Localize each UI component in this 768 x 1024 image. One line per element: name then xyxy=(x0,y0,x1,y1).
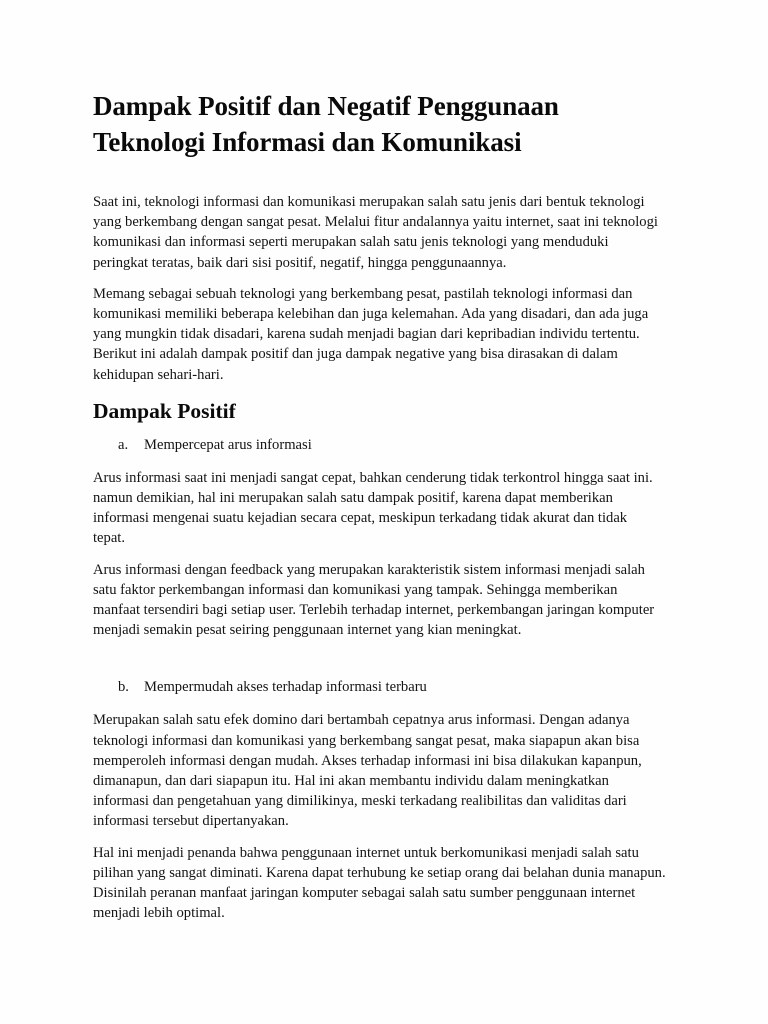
intro-paragraph-1: Saat ini, teknologi informasi dan komunikasi merupakan salah satu jenis dari bentuk teknologi yang berkembang dengan sangat pesat. Melalui fitur andalannya yaitu internet, saat ini teknologi komunikasi dan informasi seperti merupakan salah satu jenis teknologi yang menduduki peringkat teratas, baik dari sisi positif, negatif, hingga penggunaannya. xyxy=(93,194,658,271)
document-content xyxy=(93,88,683,923)
item-b-paragraph-2: Hal ini menjadi penanda bahwa penggunaan internet untuk berkomunikasi menjadi salah satu pilihan yang sangat diminati. Karena dapat terhubung ke setiap orang dai belahan dunia manapun. Disinilah peranan manfaat jaringan komputer sebagai salah satu sumber penggunaan internet menjadi lebih optimal. xyxy=(93,844,666,922)
document-title xyxy=(93,88,683,160)
item-b-paragraph-1: Merupakan salah satu efek domino dari bertambah cepatnya arus informasi. Dengan adanya teknologi informasi dan komunikasi yang berkembang sangat pesat, maka siapapun akan bisa memperoleh informasi dengan mudah. Akses terhadap informasi ini bisa dilakukan kapanpun, dimanapun, dan dari siapapun itu. Hal ini akan membantu individu dalam meningkatkan informasi dan pengetahuan yang dimilikinya, meski terkadang realibilitas dan validitas dari informasi tersebut dipertanyakan. xyxy=(93,712,642,830)
list-item-a-label: Mempercepat arus informasi xyxy=(144,436,312,453)
intro-paragraph-2: Memang sebagai sebuah teknologi yang berkembang pesat, pastilah teknologi informasi dan komunikasi memiliki beberapa kelebihan dan juga kelemahan. Ada yang disadari, dan ada juga yang mungkin tidak disadari, karena sudah menjadi bagian dari kepribadian individu tertentu. Berikut ini adalah dampak positif dan juga dampak negative yang bisa dirasakan di dalam kehidupan sehari-hari. xyxy=(93,285,649,383)
list-item-a xyxy=(93,435,683,455)
item-a-paragraph-2: Arus informasi dengan feedback yang merupakan karakteristik sistem informasi menjadi salah satu faktor perkembangan informasi dan komunikasi yang tampak. Sehingga memberikan manfaat tersendiri bagi setiap user. Terlebih terhadap internet, perkembangan jaringan komputer menjadi semakin pesat seiring penggunaan internet yang kian meningkat. xyxy=(93,561,655,639)
section-heading-dampak-positif: Dampak Positif xyxy=(93,398,236,423)
list-item-b xyxy=(93,677,683,697)
list-marker-b: b. xyxy=(118,679,129,696)
item-a-paragraph-1: Arus informasi saat ini menjadi sangat cepat, bahkan cenderung tidak terkontrol hingga saat ini. namun demikian, hal ini merupakan salah satu dampak positif, karena dapat memberikan informasi mengenai suatu kejadian secara cepat, meskipun terkadang tidak akurat dan tidak tepat. xyxy=(93,469,653,547)
title-line-1: Dampak Positif dan Negatif Penggunaan xyxy=(93,91,559,121)
list-marker-a: a. xyxy=(118,436,129,453)
list-item-b-label: Mempermudah akses terhadap informasi terbaru xyxy=(144,679,427,696)
title-line-2: Teknologi Informasi dan Komunikasi xyxy=(93,127,522,157)
